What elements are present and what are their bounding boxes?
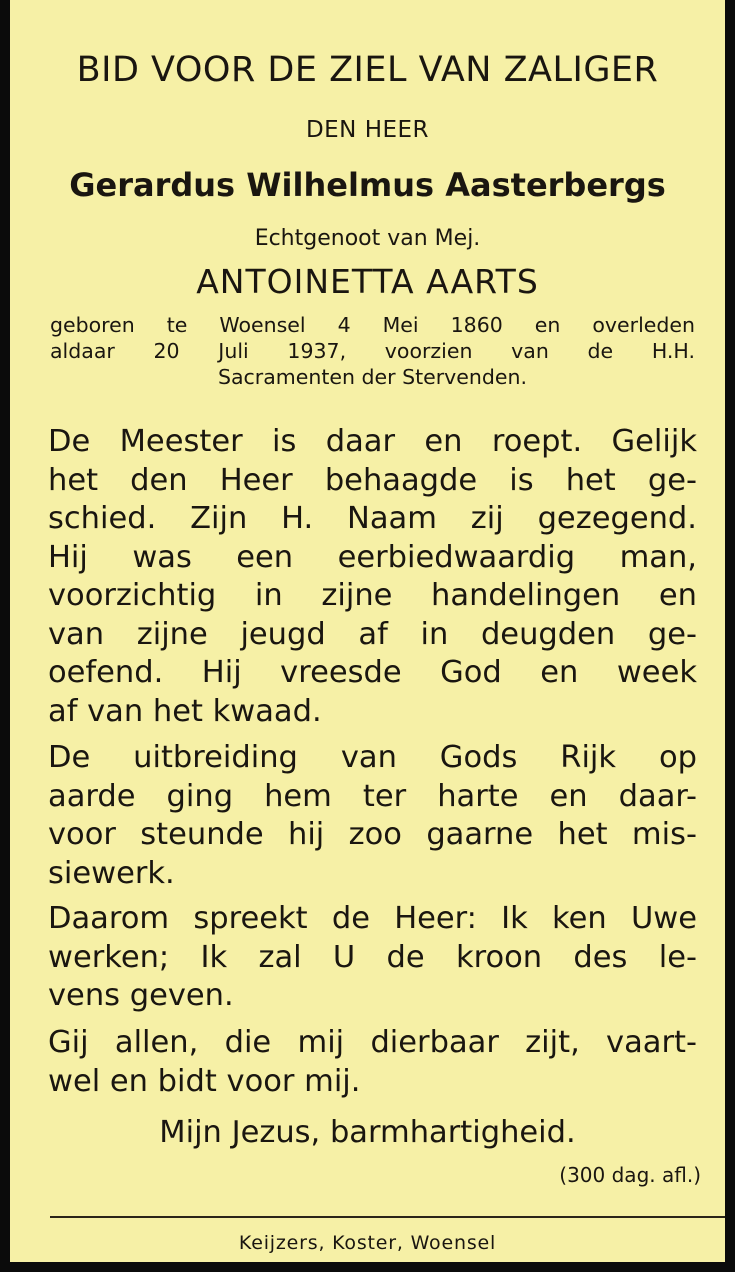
paragraph-3 [48, 900, 697, 1016]
deceased-name: Gerardus Wilhelmus Aasterbergs [69, 166, 666, 204]
paragraph-4 [48, 1024, 697, 1101]
paragraph-line: De uitbreiding van Gods Rijk op [48, 740, 697, 775]
spouse-intro: Echtgenoot van Mej. [254, 226, 481, 251]
paragraph-line: van zijne jeugd af in deugden ge- [48, 616, 697, 652]
paragraph-line: schied. Zijn H. Naam zij gezegend. [48, 501, 697, 536]
paragraph-line: af van het kwaad. [48, 693, 322, 729]
card-heading: BID VOOR DE ZIEL VAN ZALIGER [76, 50, 659, 90]
paragraph-line: voorzichtig in zijne handelingen en [48, 578, 697, 613]
paragraph-line: Gij allen, die mij dierbaar zijt, vaart- [48, 1025, 697, 1060]
spouse-name: ANTOINETTA AARTS [196, 262, 539, 301]
paragraph-line: aarde ging hem ter harte en daar- [48, 778, 697, 814]
divider [50, 1216, 725, 1218]
paragraph-line: oefend. Hij vreesde God en week [48, 655, 697, 690]
paragraph-line: wel en bidt voor mij. [48, 1063, 361, 1099]
paragraph-line: vens geven. [48, 978, 234, 1013]
paragraph-line: Hij was een eerbiedwaardig man, [48, 539, 697, 575]
paragraph-line: voor steunde hij zoo gaarne het mis- [48, 817, 697, 852]
paragraph-line: siewerk. [48, 855, 175, 891]
paragraph-2 [48, 739, 697, 893]
indulgence-note: (300 dag. afl.) [559, 1163, 701, 1187]
paragraph-line: het den Heer behaagde is het ge- [48, 462, 697, 498]
paragraph-line: De Meester is daar en roept. Gelijk [48, 424, 697, 459]
closing-prayer: Mijn Jezus, barmhartigheid. [159, 1115, 576, 1150]
paragraph-line: Daarom spreekt de Heer: Ik ken Uwe [48, 901, 697, 936]
title-prefix: DEN HEER [305, 117, 430, 143]
bio-line: Sacramenten der Stervenden. [217, 365, 528, 389]
memorial-card [10, 0, 725, 1262]
bio-line: aldaar 20 Juli 1937, voorzien van de H.H. [50, 339, 695, 363]
bio-line: geboren te Woensel 4 Mei 1860 en overleden [50, 313, 695, 337]
printer-credit: Keijzers, Koster, Woensel [238, 1232, 497, 1254]
paragraph-line: werken; Ik zal U de kroon des le- [48, 939, 697, 975]
paragraph-1 [48, 423, 697, 731]
